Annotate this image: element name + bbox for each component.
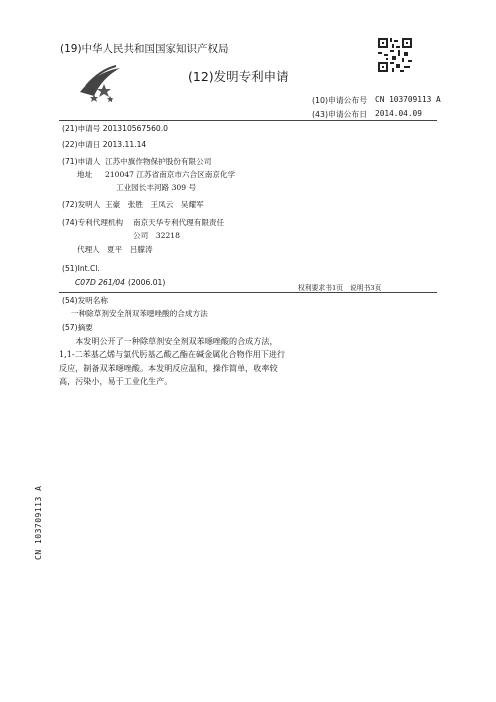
office-name: (19)中华人民共和国国家知识产权局: [60, 43, 229, 55]
agent-label: 代理人: [77, 245, 100, 254]
intcl-version: (2006.01): [128, 278, 166, 287]
applicant-label: (71)申请人: [62, 157, 101, 166]
page-counts: 权利要求书1页 说明书3页: [298, 284, 382, 292]
agency-line-1: 南京天华专利代理有限责任: [133, 218, 225, 227]
publication-date: 2014.04.09: [375, 109, 422, 118]
application-number: (21)申请号 201310567560.0: [62, 124, 169, 133]
intcl-label: (51)Int.Cl.: [62, 264, 100, 273]
title-label: (54)发明名称: [62, 296, 108, 305]
applicant-name: 江苏中旗作物保护股份有限公司: [105, 157, 212, 166]
counts-rule: [59, 292, 437, 293]
qr-code: [378, 38, 412, 72]
publication-date-label: (43)申请公布日: [312, 110, 367, 119]
agents: 夏平 吕朦涛: [107, 245, 153, 254]
address-line-1: 210047 江苏省南京市六合区南京化学: [105, 170, 236, 179]
agency-label: (74)专利代理机构: [62, 218, 124, 227]
publication-number-label: (10)申请公布号: [312, 96, 367, 105]
inventors-label: (72)发明人: [62, 200, 101, 209]
document-type: (12)发明专利申请: [188, 69, 289, 84]
invention-title: 一种除草剂安全剂双苯噁唑酸的合成方法: [71, 309, 208, 318]
address-line-2: 工业园长丰河路 309 号: [116, 183, 197, 192]
abstract-text: 本发明公开了一种除草剂安全剂双苯噁唑酸的合成方法，1,1-二苯基乙烯与氯代肟基乙酸乙酯在碱金属化合物作用下进行反应，制备双苯噁唑酸。本发明反应温和，操作简单，收率较高，污染小，易于工业化生产。: [59, 336, 286, 387]
inventors: 王豪 张胜 王凤云 吴耀军: [105, 200, 204, 209]
cnipa-logo: [76, 62, 124, 104]
agency-line-2: 公司 32218: [133, 231, 180, 240]
side-publication-number: CN 103709113 A: [34, 485, 43, 560]
abstract-label: (57)摘要: [62, 323, 93, 332]
address-label: 地址: [77, 170, 93, 179]
publication-number: CN 103709113 A: [375, 95, 441, 104]
intcl-code: C07D 261/04: [75, 278, 125, 287]
header-rule: [59, 120, 437, 121]
application-date: (22)申请日 2013.11.14: [62, 140, 147, 149]
